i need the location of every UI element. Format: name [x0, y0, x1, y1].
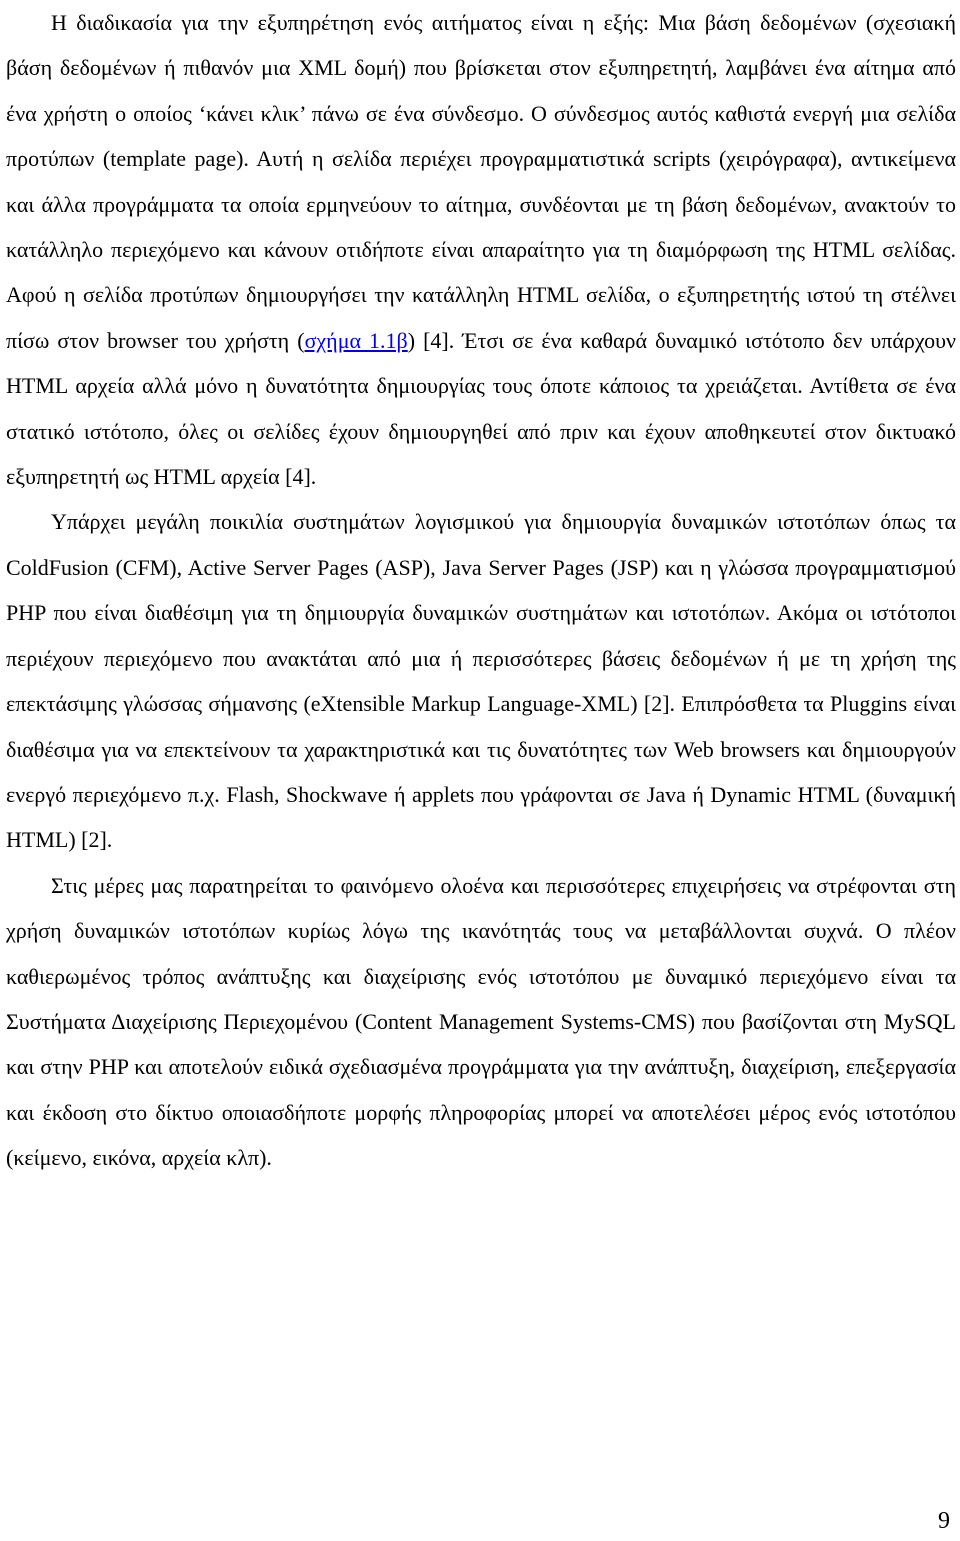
paragraph-3: Στις μέρες μας παρατηρείται το φαινόμενο ολοένα και περισσότερες επιχειρήσεις να στρέφονται στη χρήση δυναμικών ιστοτόπων κυρίως λόγω της ικανότητάς τους να μεταβάλλονται συχνά. Ο πλέον καθιερωμένος τρόπος ανάπτυξης και διαχείρισης ενός ιστοτόπου με δυναμικό περιεχόμενο είναι τα Συστήματα Διαχείρισης Περιεχομένου (Content Management Systems-CMS) που βασίζονται στη MySQL και στην PHP και αποτελούν ειδικά σχεδιασμένα προγράμματα για την ανάπτυξη, διαχείριση, επεξεργασία και έκδοση στο δίκτυο οποιασδήποτε μορφής πληροφορίας μπορεί να αποτελέσει μέρος ενός ιστοτόπου (κείμενο, εικόνα, αρχεία κλπ). — [6, 872, 956, 1171]
paragraph-1-text-start: Η διαδικασία για την εξυπηρέτηση ενός αιτήματος είναι η εξής: Μια βάση δεδομένων (σχεσιακή βάση δεδομένων ή πιθανόν μια XML δομή) που βρίσκεται στον εξυπηρετητή, λαμβάνει ένα αίτημα από ένα χρήστη ο οποίος ‘κάνει κλικ’ πάνω σε ένα σύνδεσμο. Ο σύνδεσμος αυτός καθιστά ενεργή μια σελίδα προτύπων (template page). Αυτή η σελίδα περιέχει προγραμματιστικά scripts (χειρόγραφα), αντικείμενα και άλλα προγράμματα τα οποία ερμηνεύουν το αίτημα, συνδέονται με τη βάση δεδομένων, ανακτούν το κατάλληλο περιεχόμενο και κάνουν οτιδήποτε είναι απαραίτητο για τη διαμόρφωση της HTML σελίδας. Αφού η σελίδα προτύπων δημιουργήσει την κατάλληλη HTML σελίδα, ο εξυπηρετητής ιστού τη στέλνει πίσω στον browser του χρήστη ( — [6, 10, 956, 353]
page-number: 9 — [938, 1508, 950, 1534]
body-text — [6, 0, 956, 1181]
paragraph-1-text-end: ) [4]. Έτσι σε ένα καθαρά δυναμικό ιστότοπο δεν υπάρχουν HTML αρχεία αλλά μόνο η δυνατότητα δημιουργίας τους όποτε κάποιος τα χρειάζεται. Αντίθετα σε ένα στατικό ιστότοπο, όλες οι σελίδες έχουν δημιουργηθεί από πριν και έχουν αποθηκευτεί στον δικτυακό εξυπηρετητή ως HTML αρχεία [4]. — [6, 327, 956, 490]
paragraph-1 — [6, 0, 956, 499]
paragraph-2: Υπάρχει μεγάλη ποικιλία συστημάτων λογισμικού για δημιουργία δυναμικών ιστοτόπων όπως τα ColdFusion (CFM), Active Server Pages (ASP), Java Server Pages (JSP) και η γλώσσα προγραμματισμού PHP που είναι διαθέσιμη για τη δημιουργία δυναμικών συστημάτων και ιστοτόπων. Ακόμα οι ιστότοποι περιέχουν περιεχόμενο που ανακτάται από μια ή περισσότερες βάσεις δεδομένων ή με τη χρήση της επεκτάσιμης γλώσσας σήμανσης (eXtensible Markup Language-XML) [2]. Επιπρόσθετα τα Pluggins είναι διαθέσιμα για να επεκτείνουν τα χαρακτηριστικά και τις δυνατότητες των Web browsers και δημιουργούν ενεργό περιεχόμενο π.χ. Flash, Shockwave ή applets που γράφονται σε Java ή Dynamic HTML (δυναμική HTML) [2]. — [6, 509, 957, 853]
figure-reference-link[interactable]: σχήμα 1.1β — [304, 327, 408, 353]
